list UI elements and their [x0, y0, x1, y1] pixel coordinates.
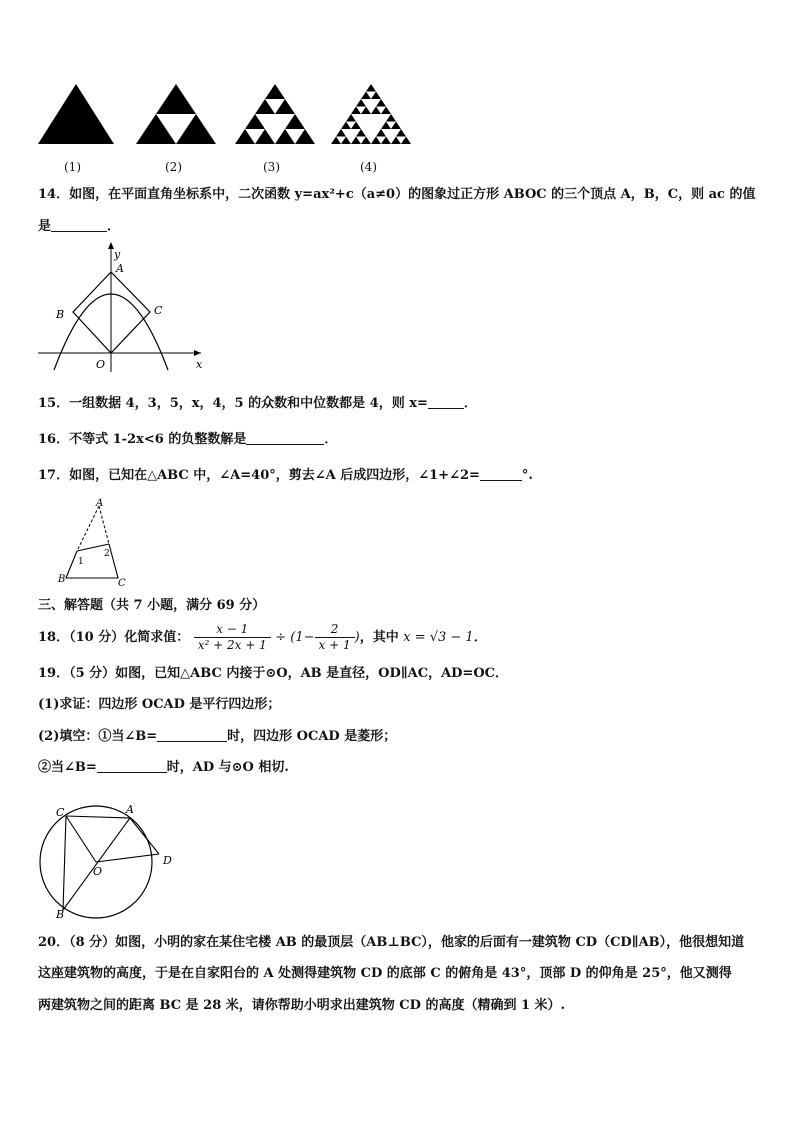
label-b: B	[58, 574, 66, 585]
q19-blank-2[interactable]	[97, 759, 167, 773]
circle-figure	[38, 800, 188, 922]
label-angle-2: 2	[104, 549, 110, 559]
question-19-line4	[38, 759, 289, 777]
q14-prefix: 是	[38, 219, 52, 234]
parabola-square-figure	[36, 238, 216, 376]
triangle-1	[38, 84, 114, 144]
q14-answer-blank[interactable]	[51, 218, 107, 232]
q14-suffix: ．	[107, 219, 121, 234]
cut-triangle-figure	[54, 494, 134, 590]
q17-answer-blank[interactable]	[480, 467, 522, 481]
label-a: A	[116, 262, 124, 275]
q16-answer-blank[interactable]	[246, 431, 324, 445]
caption-4: (4)	[360, 160, 377, 174]
q18-text: 18．（10 分）化简求值：	[38, 630, 190, 645]
question-14-line1: 14．如图，在平面直角坐标系中，二次函数 y=ax²+c（a≠0）的图象过正方形 ABOC 的三个顶点 A，B，C，则 ac 的值	[38, 187, 756, 202]
question-16	[38, 431, 337, 449]
frac1-denominator: x² + 2x + 1	[197, 638, 267, 652]
label-d: D	[163, 854, 172, 867]
q15-answer-blank[interactable]	[428, 395, 464, 409]
q17-text: 17．如图，已知在△ABC 中，∠A=40°，剪去∠A 后成四边形，∠1+∠2=	[38, 468, 480, 483]
section-3-title: 三、解答题（共 7 小题，满分 69 分）	[38, 598, 266, 613]
question-15	[38, 395, 477, 413]
q18-divide: ÷ (1−	[275, 630, 315, 645]
question-18	[38, 620, 487, 656]
question-17	[38, 467, 533, 485]
q17-suffix: °.	[521, 468, 533, 483]
label-c: C	[118, 578, 126, 589]
q19-line3-text: (2)填空：①当∠B=	[38, 729, 158, 744]
label-a: A	[96, 498, 104, 509]
caption-1: (1)	[64, 160, 81, 174]
q19-line3-suffix: 时，四边形 OCAD 是菱形；	[227, 729, 397, 744]
label-x: x	[196, 358, 203, 371]
label-b: B	[56, 308, 65, 321]
question-19-line1: 19．（5 分）如图，已知△ABC 内接于⊙O，AB 是直径，OD∥AC，AD=OC．	[38, 666, 508, 681]
q18-fraction-1	[194, 622, 271, 653]
label-angle-1: 1	[78, 557, 84, 567]
question-20-line2: 这座建筑物的高度，于是在自家阳台的 A 处测得建筑物 CD 的底部 C 的俯角是 43°，顶部 D 的仰角是 25°，他又测得	[38, 966, 732, 981]
q15-suffix: ．	[463, 396, 477, 411]
question-14-line2	[38, 218, 120, 236]
frac2-numerator: 2	[315, 622, 355, 638]
frac1-numerator: x − 1	[194, 622, 271, 638]
q19-line4-suffix: 时，AD 与⊙O 相切.	[166, 760, 289, 775]
label-o: O	[96, 358, 106, 371]
label-y: y	[114, 248, 121, 261]
q18-end: ．	[473, 630, 487, 645]
question-20-line1: 20．（8 分）如图，小明的家在某住宅楼 AB 的最顶层（AB⊥BC），他家的后面有一建筑物 CD（CD∥AB），他很想知道	[38, 935, 745, 950]
q16-text: 16．不等式 1-2x<6 的负整数解是	[38, 432, 247, 447]
question-19-line2: (1)求证：四边形 OCAD 是平行四边形；	[38, 697, 281, 712]
label-b: B	[56, 908, 65, 921]
label-a: A	[126, 803, 134, 816]
q19-line4-text: ②当∠B=	[38, 760, 97, 775]
caption-3: (3)	[263, 160, 280, 174]
label-c: C	[154, 304, 163, 317]
label-o: O	[93, 865, 103, 878]
q19-blank-1[interactable]	[157, 728, 227, 742]
triangle-4	[331, 84, 411, 144]
q18-mid: ，其中	[359, 630, 404, 645]
frac2-denominator: x + 1	[318, 638, 351, 652]
q16-suffix: ．	[324, 432, 338, 447]
caption-2: (2)	[165, 160, 182, 174]
triangle-3	[235, 84, 315, 144]
q18-close-paren: )	[354, 630, 360, 645]
label-c: C	[56, 806, 65, 819]
question-19-line3	[38, 728, 396, 746]
q18-fraction-2	[315, 622, 355, 653]
q15-text: 15．一组数据 4，3，5，x，4，5 的众数和中位数都是 4，则 x=	[38, 396, 428, 411]
question-20-line3: 两建筑物之间的距离 BC 是 28 米，请你帮助小明求出建筑物 CD 的高度（精确到 1 米）.	[38, 998, 566, 1013]
triangle-2	[136, 84, 216, 144]
q18-condition: x = √3 − 1	[403, 630, 474, 645]
